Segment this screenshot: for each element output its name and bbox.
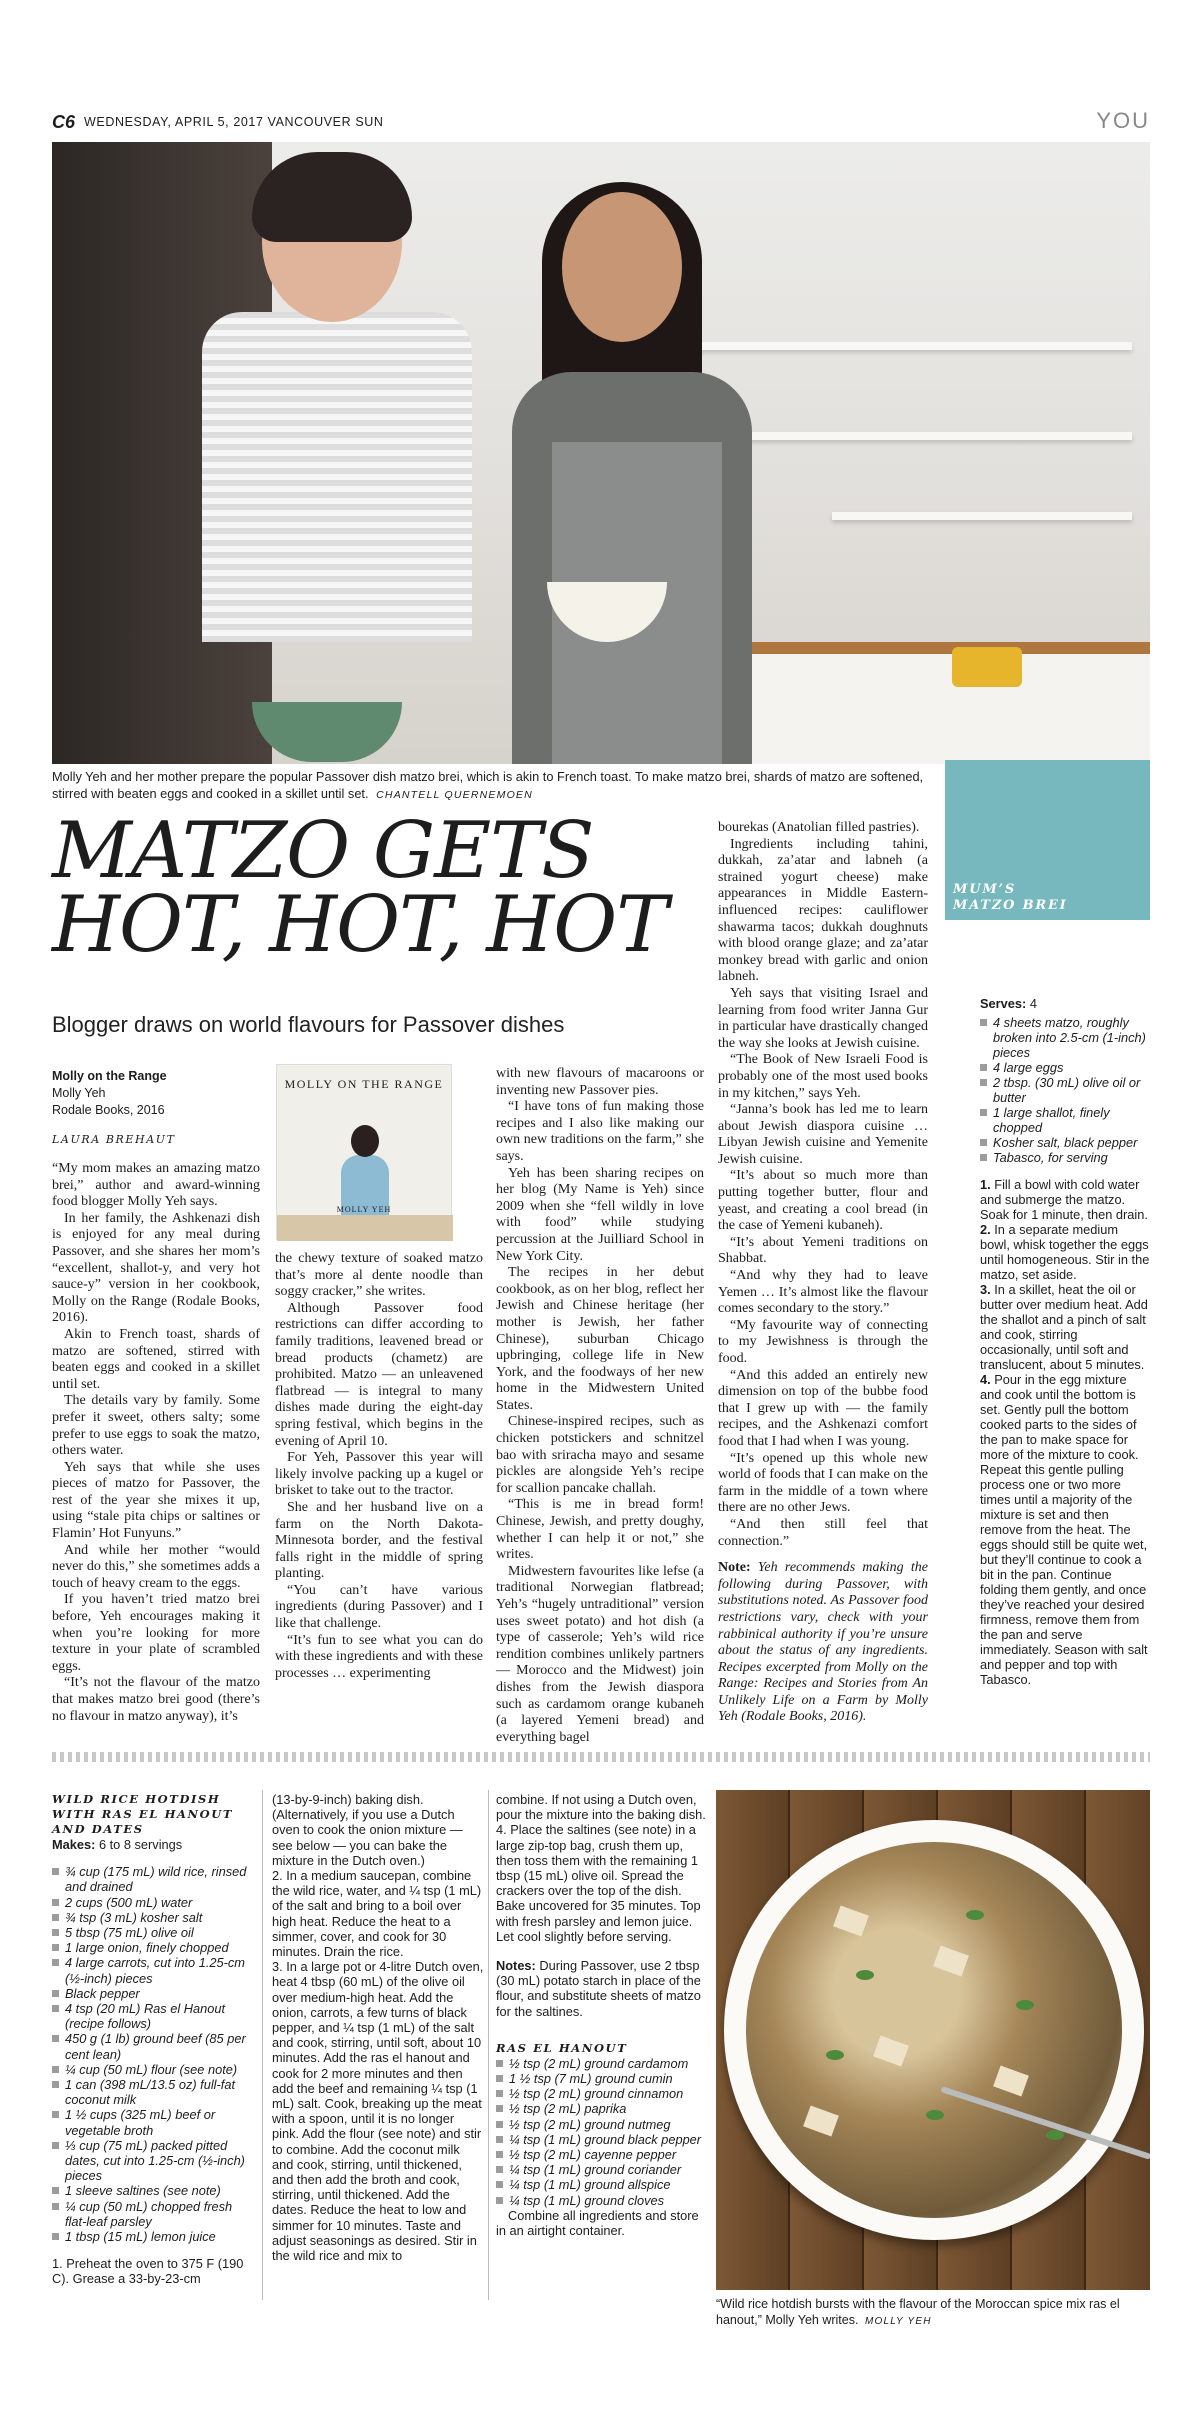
ingredient: 1 sleeve saltines (see note) — [52, 2183, 252, 2198]
step-number: 4. — [980, 1372, 991, 1387]
section-name: YOU — [1096, 108, 1150, 133]
ingredient: 2 cups (500 mL) water — [52, 1895, 252, 1910]
ingredient: ¼ tsp (1 mL) ground cloves — [496, 2193, 706, 2208]
step-list — [980, 1177, 1150, 1687]
paragraph: She and her husband live on a farm on the North Dakota-Minnesota border, and the festival falls right in the middle of spring planting. — [275, 1499, 483, 1582]
caption-text: “Wild rice hotdish bursts with the flavour of the Moroccan spice mix ras el hanout,” Molly Yeh writes. — [716, 2297, 1120, 2327]
paragraph: “And this added an entirely new dimension on top of the bubbe food that I grew up with — the family recipes, and the Ashkenazi comfort food that I had when I was young. — [718, 1367, 928, 1449]
headline-line-1: MATZO GETS — [52, 806, 594, 896]
ingredient: 1 large onion, finely chopped — [52, 1940, 252, 1955]
ingredient: ¼ tsp (1 mL) ground coriander — [496, 2162, 706, 2177]
paragraph: Ingredients including tahini, dukkah, za’atar and labneh (a strained yogurt cheese) make appearances in Middle Eastern-influenced recipes: cauliflower shawarma tacos; dukkah doughnuts with blood orange glaze; and za’atar monkey bread with garlic and onion labneh. — [718, 836, 928, 985]
book-author: Molly Yeh — [52, 1086, 106, 1100]
ras-closing: Combine all ingredients and store in an airtight container. — [496, 2207, 699, 2239]
ingredient: 4 large carrots, cut into 1.25-cm (½-inch) pieces — [52, 1955, 252, 1985]
ingredient: ¾ tsp (3 mL) kosher salt — [52, 1910, 252, 1925]
headline — [52, 806, 692, 970]
story-column-1 — [52, 1161, 260, 1725]
ingredient: ½ tsp (2 mL) ground cinnamon — [496, 2086, 706, 2101]
story-column-4 — [718, 820, 928, 1726]
story-column-2 — [275, 1251, 483, 1682]
ingredient-list — [496, 2056, 706, 2208]
byline: LAURA BREHAUT — [52, 1133, 176, 1146]
paragraph: “My favourite way of connecting to my Jewishness is through the food. — [718, 1317, 928, 1366]
ingredient-list — [980, 1015, 1150, 1165]
ingredient: Black pepper — [52, 1986, 252, 2001]
recipe-title — [52, 1792, 252, 1837]
paragraph: And while her mother “would never do this,” she sometimes adds a touch of heavy cream to the eggs. — [52, 1542, 260, 1591]
ingredient: Kosher salt, black pepper — [980, 1135, 1150, 1150]
ingredient: ¼ cup (50 mL) flour (see note) — [52, 2062, 252, 2077]
step-text: Pour in the egg mixture and cook until the bottom is set. Gently pull the bottom cooked parts to the sides of the pan to make space for more of the mixture to cook. Repeat this gentle pulling process one or two more times until a majority of the mixture is set and then remove from the heat. The eggs should still be quite wet, but they’ll continue to cook a bit in the pan. Continue folding them gently, and once they’ve reached your desired firmness, remove them from the pan and serve immediately. Season with salt and pepper and top with Tabasco. — [980, 1372, 1148, 1687]
page-number: C6 — [52, 112, 76, 132]
step-continued: combine. If not using a Dutch oven, pour the mixture into the baking dish. — [496, 1792, 706, 1823]
paragraph: Midwestern favourites like lefse (a traditional Norwegian flatbread; Yeh’s “hugely untraditional” version uses sweet potato) and hot dish (a type of casserole; Yeh’s wild rice rendition combines unlikely partners — Morocco and the Midwest) join dishes from the Jewish diaspora such as cardamom orange kubaneh (a layered Yemeni bread) and everything bagel — [496, 1563, 704, 1745]
step — [980, 1222, 1150, 1282]
ingredient: ¼ tsp (1 mL) ground black pepper — [496, 2132, 706, 2147]
ingredient: ¾ cup (175 mL) wild rice, rinsed and drained — [52, 1864, 252, 1894]
recipe-hotdish-column-3 — [496, 1792, 706, 2238]
paragraph: The details vary by family. Some prefer it sweet, others salty; some prefer to use eggs to soak the matzo, others water. — [52, 1393, 260, 1459]
step-number: 3. — [980, 1282, 991, 1297]
paragraph: Chinese-inspired recipes, such as chicken potstickers and schnitzel bao with sriracha mayo and sesame pickles are alongside Yeh’s recipe for scallion pancake challah. — [496, 1414, 704, 1496]
book-publisher: Rodale Books, 2016 — [52, 1103, 165, 1117]
paragraph: bourekas (Anatolian filled pastries). — [718, 820, 920, 835]
paragraph: Akin to French toast, shards of matzo are softened, stirred with beaten eggs and cooked in a skillet until set. — [52, 1326, 260, 1392]
recipe-title: RAS EL HANOUT — [496, 2040, 628, 2055]
recipe-hotdish-column-1 — [52, 1792, 252, 2287]
ingredient: 1 can (398 mL/13.5 oz) full-fat coconut milk — [52, 2077, 252, 2107]
ingredient: ½ tsp (2 mL) ground cardamom — [496, 2056, 706, 2071]
tab-label-line-2: MATZO BREI — [953, 898, 1068, 913]
paragraph: “It’s opened up this whole new world of foods that I can make on the farm in the middle of a town where there are no other Jews. — [718, 1450, 928, 1516]
recipe-title-line: WILD RICE HOTDISH — [52, 1792, 221, 1806]
paragraph: “It’s fun to see what you can do with these ingredients and with these processes … experimenting — [275, 1632, 483, 1681]
ingredient: Tabasco, for serving — [980, 1150, 1150, 1165]
serves — [980, 996, 1150, 1011]
recipe-title-line: WITH RAS EL HANOUT — [52, 1807, 234, 1821]
ingredient: 450 g (1 lb) ground beef (85 per cent lean) — [52, 2031, 252, 2061]
recipe-tab-label — [953, 882, 1068, 914]
story-column-3 — [496, 1066, 704, 1746]
column-rule — [488, 1790, 489, 2300]
deck: Blogger draws on world flavours for Passover dishes — [52, 1012, 565, 1037]
makes-label: Makes: — [52, 1837, 96, 1852]
ingredient: 1 ½ cups (325 mL) beef or vegetable broth — [52, 2107, 252, 2137]
step: 4. Place the saltines (see note) in a large zip-top bag, crush them up, then toss them with the remaining 1 tbsp (15 mL) olive oil. Spread the crackers over the top of the dish. Bake uncovered for 35 minutes. Top with fresh parsley and lemon juice. Let cool slightly before serving. — [496, 1822, 701, 1944]
paragraph: “It’s about Yemeni traditions on Shabbat. — [718, 1234, 928, 1267]
lead-photo — [52, 142, 1150, 764]
ras-el-hanout-recipe — [496, 2041, 706, 2238]
notes-text: During Passover, use 2 tbsp (30 mL) potato starch in place of the flour, and substitute sheets of matzo for the saltines. — [496, 1958, 701, 2019]
paragraph: If you haven’t tried matzo brei before, Yeh encourages making it when you’re looking for more texture in your plate of scrambled eggs. — [52, 1592, 260, 1674]
paragraph: Yeh has been sharing recipes on her blog (My Name is Yeh) since 2009 when she “fell wildly in love with food” while studying percussion at the Juilliard School in New York City. — [496, 1165, 704, 1264]
photo-credit: MOLLY YEH — [864, 2316, 932, 2327]
note-text: Yeh recommends making the following during Passover, with substitutions noted. As Passover food restrictions vary, check with your rabbinical authority if you’re unsure about the status of any ingredients. Recipes excerpted from Molly on the Range: Recipes and Stories from An Unlikely Life on a Farm by Molly Yeh (Rodale Books, 2016). — [718, 1560, 928, 1725]
book-title: Molly on the Range — [52, 1069, 167, 1083]
headline-line-2: HOT, HOT, HOT — [52, 880, 668, 970]
step: 2. In a medium saucepan, combine the wild rice, water, and ¼ tsp (1 mL) of the salt and bring to a boil over high heat. Reduce the heat to a simmer, cover, and cook for 30 minutes. Drain the rice. — [272, 1868, 482, 1960]
paragraph: the chewy texture of soaked matzo that’s more al dente noodle than soggy cracker,” she writes. — [275, 1251, 483, 1300]
step-text: In a skillet, heat the oil or butter over medium heat. Add the shallot and a pinch of salt and cook, stirring occasionally, until soft and translucent, about 5 minutes. — [980, 1282, 1148, 1372]
makes-value: 6 to 8 servings — [98, 1837, 183, 1852]
section-divider — [52, 1752, 1150, 1762]
paragraph: “My mom makes an amazing matzo brei,” author and award-winning food blogger Molly Yeh says. — [52, 1161, 260, 1210]
step-text: In a separate medium bowl, whisk together the eggs until homogeneous. Stir in the matzo, set aside. — [980, 1222, 1150, 1282]
ingredient: ¼ tsp (1 mL) ground allspice — [496, 2177, 706, 2192]
ingredient: 4 tsp (20 mL) Ras el Hanout (recipe follows) — [52, 2001, 252, 2031]
paragraph: “The Book of New Israeli Food is probably one of the most used books in my kitchen,” says Yeh. — [718, 1052, 928, 1101]
cover-author: MOLLY YEH — [336, 1205, 392, 1214]
paragraph: “Janna’s book has led me to learn about Jewish diaspora cuisine … Libyan Jewish cuisine and Yemenite Jewish cuisine. — [718, 1102, 928, 1167]
paragraph: “It’s about so much more than putting together butter, flour and yeast, and creating a cool bread (in the case of Yemeni kubaneh). — [718, 1168, 928, 1234]
hotdish-photo-caption — [716, 2296, 1150, 2330]
paragraph: Although Passover food restrictions can differ according to family traditions, leavened bread or bread products (chametz) are prohibited. Matzo — an unleavened flatbread — is integral to many dishes made during the eight-day spring festival, which begins in the evening of April 10. — [275, 1300, 483, 1449]
notes-label: Notes: — [496, 1958, 536, 1974]
hotdish-photo — [716, 1790, 1150, 2290]
step: 1. Preheat the oven to 375 F (190 C). Grease a 33-by-23-cm — [52, 2256, 244, 2287]
step: 3. In a large pot or 4-litre Dutch oven, heat 4 tbsp (60 mL) of the olive oil over medium-high heat. Add the onion, carrots, a few turns of black pepper, and ¼ tsp (1 mL) of the salt and cook, stirring, until soft, about 10 minutes. Add the ras el hanout and cook for 2 more minutes and then add the beef and remaining ¼ tsp (1 mL) salt. Cook, breaking up the meat with a spoon, until it is no longer pink. Add the flour (see note) and stir to combine. Add the coconut milk and cook, stirring, until thickened, and then add the broth and cook, stirring, until thickened. Add the dates. Reduce the heat to low and simmer for 10 minutes. Taste and adjust seasonings as desired. Stir in the wild rice and mix to — [272, 1959, 484, 2264]
ingredient: 2 tbsp. (30 mL) olive oil or butter — [980, 1075, 1150, 1105]
ingredient: ⅓ cup (75 mL) packed pitted dates, cut into 1.25-cm (½-inch) pieces — [52, 2138, 252, 2184]
paragraph: “You can’t have various ingredients (during Passover) and I like that challenge. — [275, 1582, 483, 1632]
ingredient: ½ tsp (2 mL) cayenne pepper — [496, 2147, 706, 2162]
recipe-title-line: AND DATES — [52, 1822, 144, 1836]
paragraph: In her family, the Ashkenazi dish is enjoyed for any meal during Passover, and she shares her mom’s “excellent, shallot-y, and very hot sauce-y” version in her cookbook, Molly on the Range (Rodale Books, 2016). — [52, 1210, 260, 1326]
note-label: Note: — [718, 1560, 751, 1576]
ingredient: 1 large shallot, finely chopped — [980, 1105, 1150, 1135]
ingredient: 5 tbsp (75 mL) olive oil — [52, 1925, 252, 1940]
makes — [52, 1837, 252, 1852]
step — [980, 1282, 1150, 1372]
book-info — [52, 1068, 262, 1119]
serves-label: Serves: — [980, 996, 1027, 1011]
step-continued: (13-by-9-inch) baking dish. (Alternatively, if you use a Dutch oven to cook the onion mixture — see below — you can bake the mixture in the Dutch oven.) — [272, 1792, 463, 1868]
ingredient: 4 large eggs — [980, 1060, 1150, 1075]
step — [980, 1372, 1150, 1687]
recipe-hotdish-column-2 — [272, 1792, 484, 2263]
paragraph: “I have tons of fun making those recipes and I also like making our own new traditions on the farm,” she says. — [496, 1099, 704, 1164]
ingredient: ½ tsp (2 mL) paprika — [496, 2101, 706, 2116]
photo-credit: CHANTELL QUERNEMOEN — [376, 789, 533, 801]
paragraph: “And why they had to leave Yemen … It’s almost like the flavour comes secondary to the story.” — [718, 1268, 928, 1317]
paragraph: For Yeh, Passover this year will likely involve packing up a kugel or brisket to take out to the tractor. — [275, 1450, 483, 1499]
ingredient: 4 sheets matzo, roughly broken into 2.5-cm (1-inch) pieces — [980, 1015, 1150, 1060]
tab-label-line-1: MUM’S — [953, 882, 1017, 897]
paragraph: “This is me in bread form! Chinese, Jewish, and pretty doughy, whether I can help it or not,” she writes. — [496, 1497, 704, 1563]
folio-date: WEDNESDAY, APRIL 5, 2017 VANCOUVER SUN — [84, 115, 384, 129]
step-number: 2. — [980, 1222, 991, 1237]
paragraph: “It’s not the flavour of the matzo that makes matzo brei good (there’s no flavour in matzo anyway), it’s — [52, 1675, 260, 1724]
step-text: Fill a bowl with cold water and submerge the matzo. Soak for 1 minute, then drain. — [980, 1177, 1148, 1222]
book-cover-image — [276, 1064, 452, 1240]
step-number: 1. — [980, 1177, 991, 1192]
lead-photo-caption — [52, 768, 932, 804]
step — [980, 1177, 1150, 1222]
recipe-tab — [945, 760, 1150, 920]
recipe-notes — [496, 1958, 706, 2019]
paragraph: Yeh says that visiting Israel and learning from food writer Janna Gur in particular have drastically changed the way she looks at Jewish cuisine. — [718, 985, 928, 1051]
ingredient: ½ tsp (2 mL) ground nutmeg — [496, 2117, 706, 2132]
paragraph: Yeh says that while she uses pieces of matzo for Passover, the rest of the year she mixes it up, using “stale pita chips or saltines or Flamin’ Hot Funyuns.” — [52, 1459, 260, 1542]
page-folio — [52, 108, 1150, 136]
caption-text: Molly Yeh and her mother prepare the popular Passover dish matzo brei, which is akin to French toast. To make matzo brei, shards of matzo are softened, stirred with beaten eggs and cooked in a skillet until set. — [52, 769, 924, 801]
serves-value: 4 — [1029, 996, 1037, 1011]
cover-title: MOLLY ON THE RANGE — [284, 1077, 444, 1091]
ingredient: 1 ½ tsp (7 mL) ground cumin — [496, 2071, 706, 2086]
ingredient: ¼ cup (50 mL) chopped fresh flat-leaf parsley — [52, 2199, 252, 2229]
column-rule — [262, 1790, 263, 2300]
paragraph: “And then still feel that connection.” — [718, 1516, 928, 1549]
ingredient-list — [52, 1864, 252, 2244]
paragraph: The recipes in her debut cookbook, as on her blog, reflect her Jewish and Chinese heritage (her mother is Jewish, her father Chinese), suburban Chicago upbringing, college life in New York, and the foodways of her new home in the Midwestern United States. — [496, 1265, 704, 1413]
ingredient: 1 tbsp (15 mL) lemon juice — [52, 2229, 252, 2244]
recipe-matzo-brei — [980, 996, 1150, 1687]
editor-note — [718, 1560, 928, 1726]
paragraph: with new flavours of macaroons or inventing new Passover pies. — [496, 1066, 704, 1098]
